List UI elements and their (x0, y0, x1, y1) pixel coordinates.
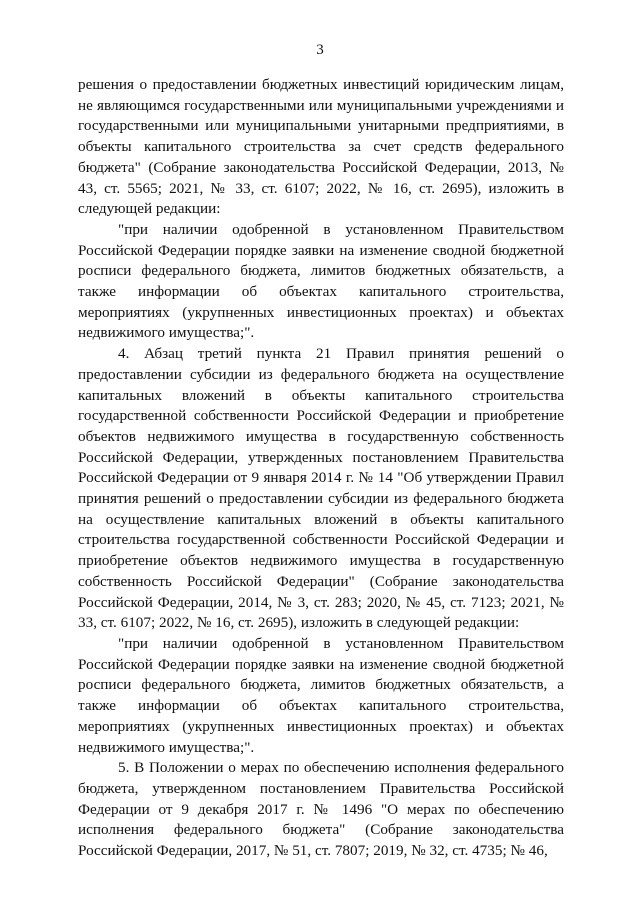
paragraph-item-4: 4. Абзац третий пункта 21 Правил принятия решений о предоставлении субсидии из федерального бюджета на осуществление капитальных вложений в объекты капитального строительства государственной собственности Российской Федерации и приобретение объектов недвижимого имущества в государственную собственность Российской Федерации, утвержденных постановлением Правительства Российской Федерации от 9 января 2014 г. № 14 "Об утверждении Правил принятия решений о предоставлении субсидии из федерального бюджета на осуществление капитальных вложений в объекты капитального строительства государственной собственности Российской Федерации и приобретение объектов недвижимого имущества в государственную собственность Российской Федерации" (Собрание законодательства Российской Федерации, 2014, № 3, ст. 283; 2020, № 45, ст. 7123; 2021, № 33, ст. 6107; 2022, № 16, ст. 2695), изложить в следующей редакции: (78, 345, 564, 632)
paragraph-quoted-amendment: "при наличии одобренной в установленном Правительством Российской Федерации порядке заявки на изменение сводной бюджетной росписи федерального бюджета, лимитов бюджетных обязательств, а также информации об объектах капитального строительства, мероприятиях (укрупненных инвестиционных проектах) и объектах недвижимого имущества;". (78, 634, 564, 756)
page-number: 3 (316, 42, 324, 58)
document-body (78, 75, 564, 862)
paragraph-continuation: решения о предоставлении бюджетных инвестиций юридическим лицам, не являющимся государственными или муниципальными учреждениями и государственными или муниципальными унитарными предприятиями, в объекты капитального строительства за счет средств федерального бюджета" (Собрание законодательства Российской Федерации, 2013, № 43, ст. 5565; 2021, № 33, ст. 6107; 2022, № 16, ст. 2695), изложить в следующей редакции: (78, 76, 564, 218)
paragraph-quoted-amendment: "при наличии одобренной в установленном Правительством Российской Федерации порядке заявки на изменение сводной бюджетной росписи федерального бюджета, лимитов бюджетных обязательств, а также информации об объектах капитального строительства, мероприятиях (укрупненных инвестиционных проектах) и объектах недвижимого имущества;". (78, 220, 564, 342)
paragraph-item-5: 5. В Положении о мерах по обеспечению исполнения федерального бюджета, утвержденном постановлением Правительства Российской Федерации от 9 декабря 2017 г. № 1496 "О мерах по обеспечению исполнения федерального бюджета" (Собрание законодательства Российской Федерации, 2017, № 51, ст. 7807; 2019, № 32, ст. 4735; № 46, (78, 759, 564, 860)
